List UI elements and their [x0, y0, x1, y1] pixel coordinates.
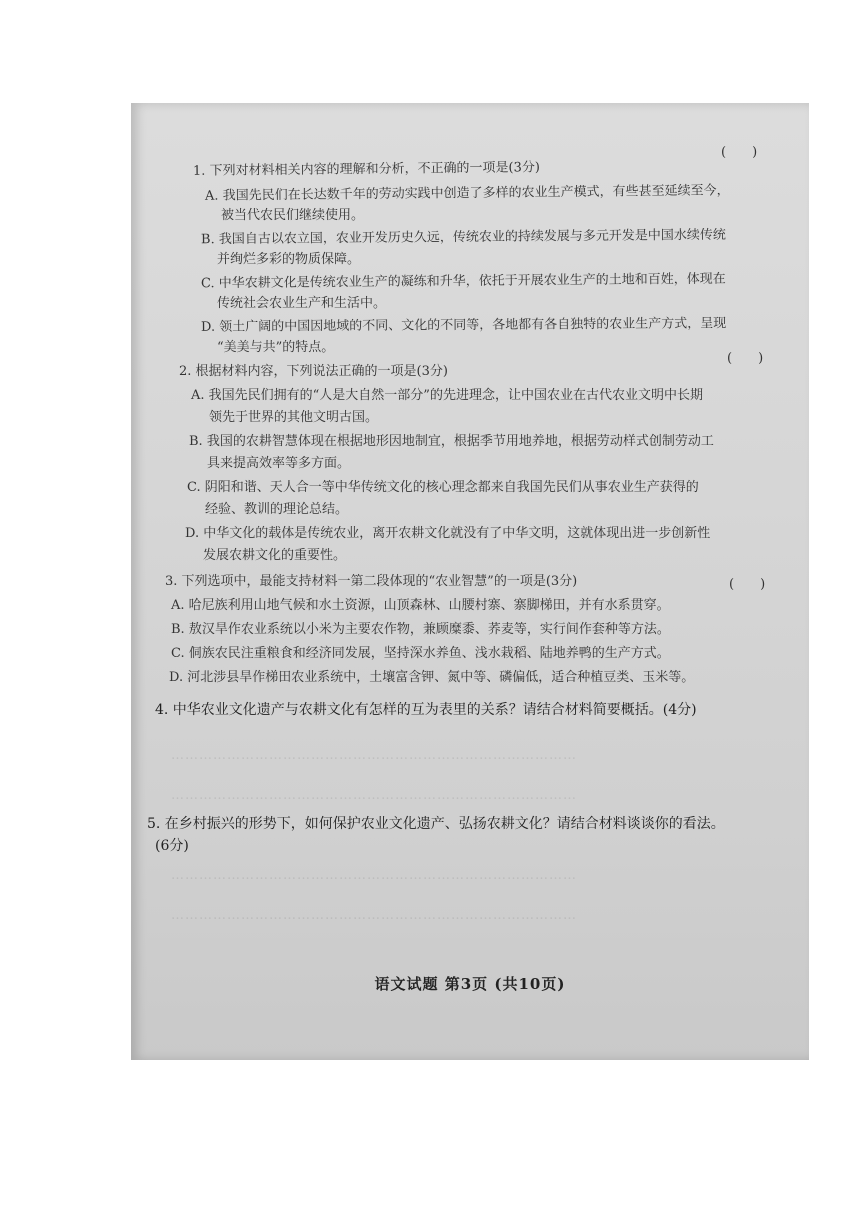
page-footer: 语文试题 第3页 (共10页) [374, 975, 566, 993]
option-1d-line1: D. 领土广阔的中国因地域的不同、文化的不同等，各地都有各自独特的农业生产方式，呈现 [200, 316, 727, 335]
option-2c-line1: C. 阴阳和谐、天人合一等中华传统文化的核心理念都来自我国先民们从事农业生产获得的 [187, 480, 699, 495]
question-5-points: (6分) [155, 838, 189, 854]
option-2c-line2: 经验、教训的理论总结。 [205, 502, 349, 517]
option-3a: A. 哈尼族利用山地气候和水土资源，山顶森林、山腰村寨、寨脚梯田，并有水系贯穿。 [171, 598, 670, 613]
option-1c-line2: 传统社会农业生产和生活中。 [217, 296, 387, 311]
option-2a-line1: A. 我国先民们拥有的“人是大自然一部分”的先进理念，让中国农业在古代农业文明中长期 [191, 388, 703, 403]
option-2b-line1: B. 我国的农耕智慧体现在根据地形因地制宜，根据季节用地养地，根据劳动样式创制劳动工 [189, 434, 714, 449]
bleed-through-text: …………………………………………………………………………… [171, 908, 577, 923]
option-3d: D. 河北涉县旱作梯田农业系统中，土壤富含钾、氮中等、磷偏低，适合种植豆类、玉米等。 [169, 670, 695, 685]
option-3b: B. 敖汉旱作农业系统以小米为主要农作物，兼顾糜黍、荞麦等，实行间作套种等方法。 [171, 622, 670, 637]
option-1b-line1: B. 我国自古以农立国，农业开发历史久远，传统农业的持续发展与多元开发是中国水续传统 [200, 227, 726, 248]
exam-content [131, 103, 809, 1060]
answer-bracket: ( ) [721, 145, 758, 160]
question-4-stem: 4. 中华农业文化遗产与农耕文化有怎样的互为表里的关系？请结合材料简要概括。(4分) [155, 702, 697, 718]
option-1a-line1: A. 我国先民们在长达数千年的劳动实践中创造了多样的农业生产模式，有些甚至延续至今， [204, 183, 730, 204]
bleed-through-text: …………………………………………………………………………… [171, 748, 577, 763]
answer-bracket: ( ) [727, 351, 764, 366]
question-3-stem: 3. 下列选项中，最能支持材料一第二段体现的“农业智慧”的一项是(3分) [165, 574, 578, 589]
bleed-through-text: …………………………………………………………………………… [171, 788, 577, 803]
bleed-through-text: …………………………………………………………………………… [171, 868, 577, 883]
option-1a-line2: 被当代农民们继续使用。 [221, 208, 365, 223]
option-2b-line2: 具来提高效率等多方面。 [207, 456, 351, 471]
option-2a-line2: 领先于世界的其他文明古国。 [209, 410, 379, 425]
option-1b-line2: 并绚烂多彩的物质保障。 [217, 252, 361, 267]
answer-bracket: ( ) [729, 577, 766, 592]
option-1d-line2: “美美与共”的特点。 [217, 340, 335, 355]
option-2d-line1: D. 中华文化的载体是传统农业，离开农耕文化就没有了中华文明，这就体现出进一步创新性 [185, 526, 711, 541]
option-3c: C. 侗族农民注重粮食和经济同发展，坚持深水养鱼、浅水栽稻、陆地养鸭的生产方式。 [171, 646, 670, 661]
option-1c-line1: C. 中华农耕文化是传统农业生产的凝练和升华，依托于开展农业生产的土地和百姓，体现在 [200, 271, 726, 292]
question-1-stem: 1. 下列对材料相关内容的理解和分析，不正确的一项是(3分) [192, 160, 541, 179]
question-2-stem: 2. 根据材料内容，下列说法正确的一项是(3分) [179, 364, 448, 379]
question-5-stem: 5. 在乡村振兴的形势下，如何保护农业文化遗产、弘扬农耕文化？请结合材料谈谈你的看法。 [147, 816, 725, 832]
option-2d-line2: 发展农耕文化的重要性。 [203, 548, 347, 563]
exam-page-photo [131, 103, 809, 1060]
